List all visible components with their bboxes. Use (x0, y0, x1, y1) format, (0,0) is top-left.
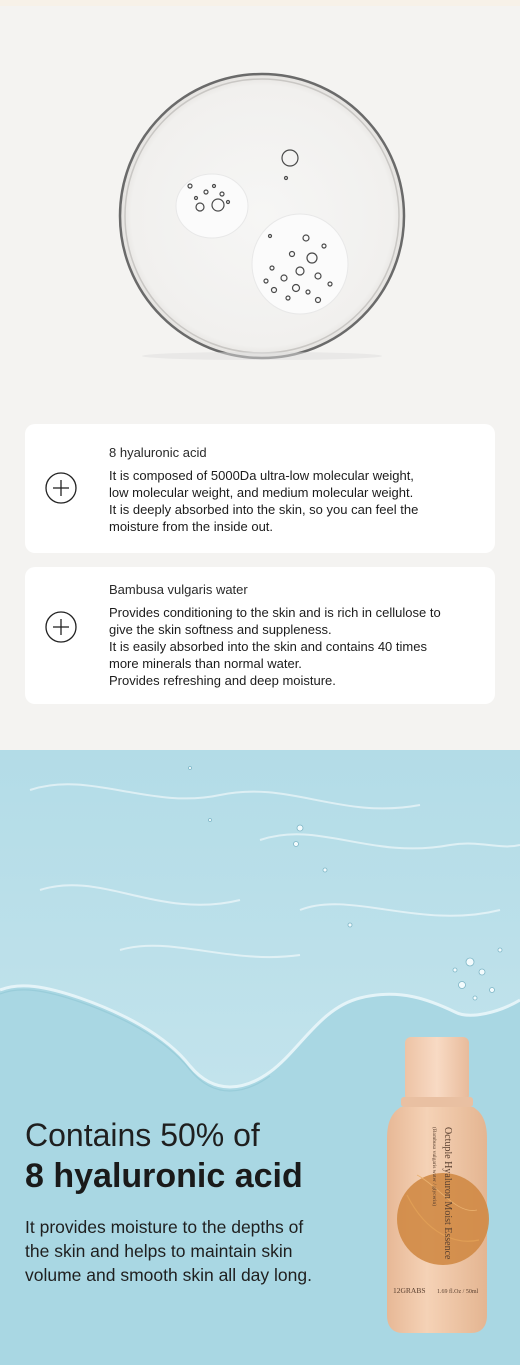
feature-headline-line1: Contains 50% of (25, 1117, 260, 1153)
product-name-label: Octuple Hyaluron Moist Essence (442, 1127, 453, 1260)
product-bottle-image (387, 1035, 497, 1335)
feature-body (25, 1215, 312, 1287)
ingredient-description (109, 467, 481, 535)
ingredient-title: Bambusa vulgaris water (109, 582, 248, 597)
plus-circle-icon[interactable] (45, 611, 77, 643)
plus-circle-icon[interactable] (45, 472, 77, 504)
ingredient-card-bambusa-water (25, 567, 495, 704)
description-line: It is easily absorbed into the skin and contains 40 times (109, 639, 427, 654)
description-line: Provides refreshing and deep moisture. (109, 673, 336, 688)
product-subtitle-label: (Bambusa vulgaris water / glycerin) (431, 1127, 437, 1207)
feature-body-line: volume and smooth skin all day long. (25, 1265, 312, 1285)
volume-label: 1.69 fl.Oz / 50ml (437, 1289, 479, 1295)
ingredient-title: 8 hyaluronic acid (109, 445, 207, 460)
description-line: low molecular weight, and medium molecular weight. (109, 485, 414, 500)
description-line: Provides conditioning to the skin and is rich in cellulose to (109, 605, 441, 620)
feature-body-line: It provides moisture to the depths of (25, 1217, 304, 1237)
ingredient-description (109, 604, 481, 689)
description-line: more minerals than normal water. (109, 656, 302, 671)
description-line: moisture from the inside out. (109, 519, 274, 534)
description-line: It is deeply absorbed into the skin, so you can feel the (109, 502, 419, 517)
description-line: It is composed of 5000Da ultra-low molecular weight, (109, 468, 414, 483)
brand-label: 12GRABS (393, 1286, 426, 1295)
description-line: give the skin softness and suppleness. (109, 622, 332, 637)
feature-headline-line2: 8 hyaluronic acid (25, 1157, 303, 1195)
ingredient-card-hyaluronic-acid (25, 424, 495, 553)
petri-dish-image (0, 6, 520, 400)
feature-body-line: the skin and helps to maintain skin (25, 1241, 293, 1261)
